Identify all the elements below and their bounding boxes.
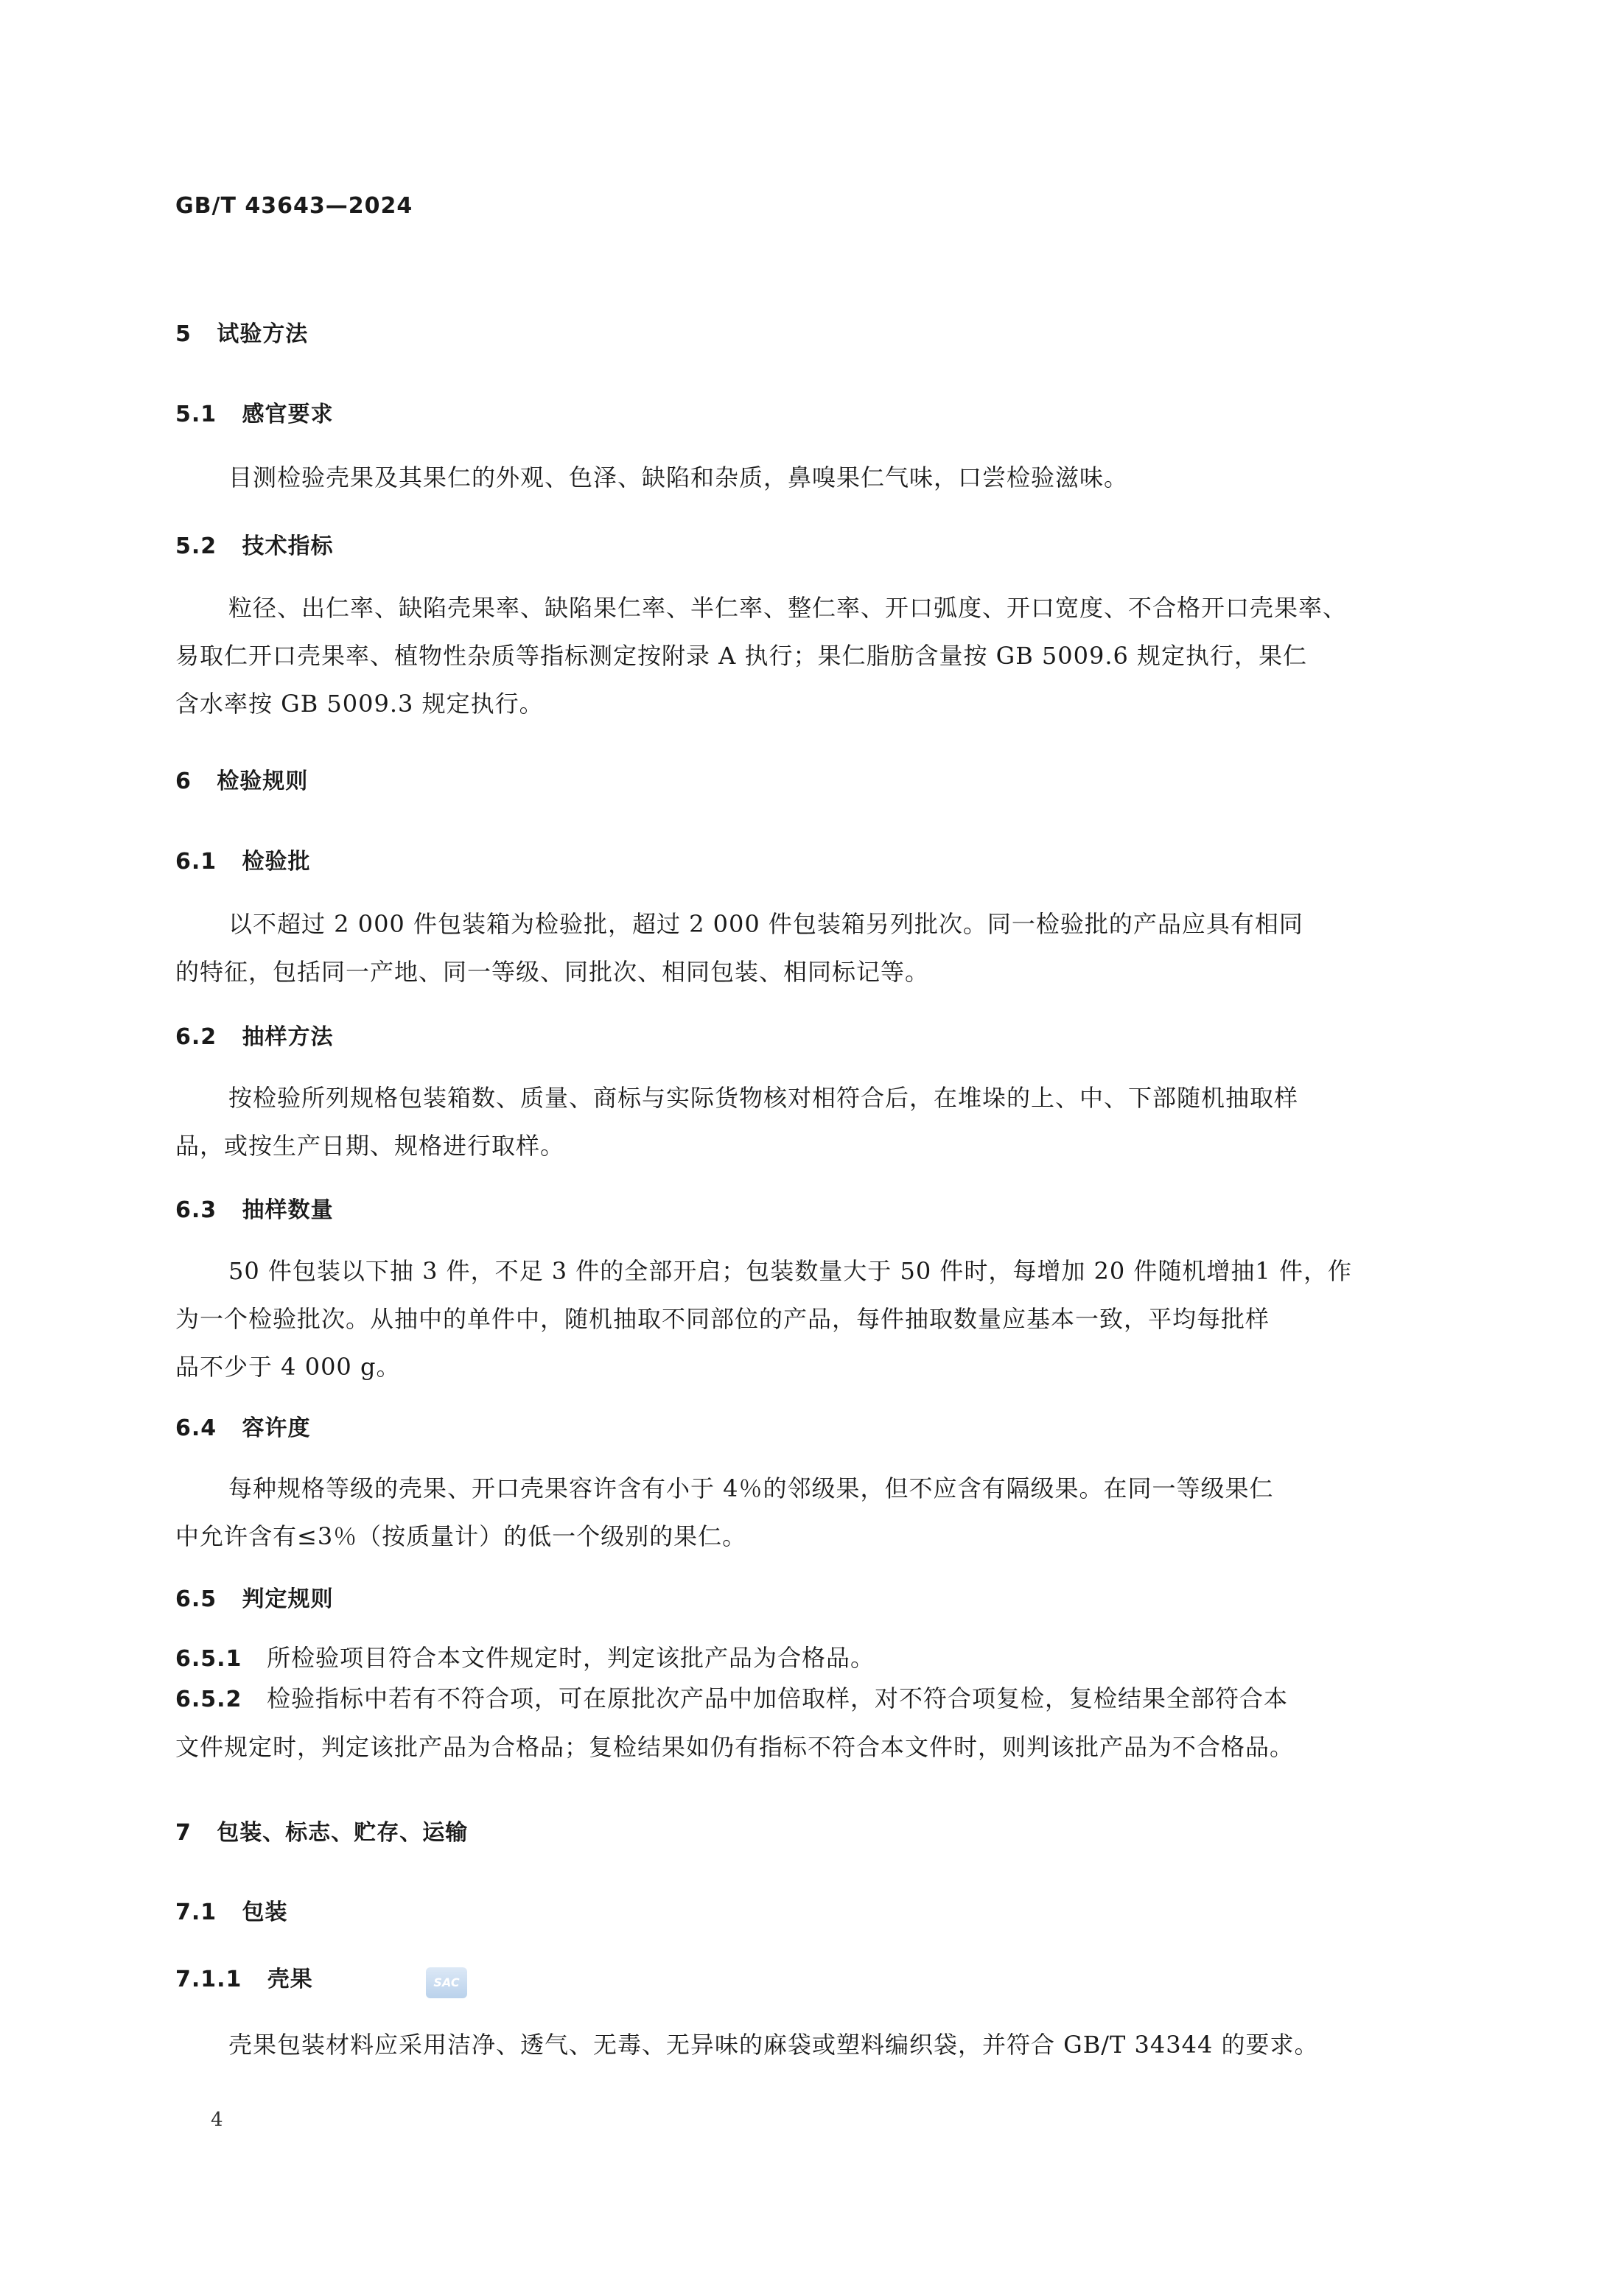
section-title: 容许度 bbox=[242, 1415, 311, 1441]
sac-watermark-logo bbox=[426, 1967, 467, 1998]
section-number: 6.1 bbox=[175, 849, 217, 875]
section-title: 技术指标 bbox=[242, 533, 334, 559]
section-number: 5.2 bbox=[175, 533, 217, 559]
clause-text: 检验指标中若有不符合项，可在原批次产品中加倍取样，对不符合项复检，复检结果全部符合本 bbox=[266, 1684, 1288, 1712]
section-5-2-paragraph bbox=[175, 584, 1450, 728]
page-number: 4 bbox=[211, 2109, 223, 2131]
paragraph-line: 按检验所列规格包装箱数、质量、商标与实际货物核对相符合后，在堆垛的上、中、下部随机抽取样 bbox=[228, 1084, 1299, 1112]
section-number: 7.1 bbox=[175, 1900, 217, 1925]
section-6-1-heading bbox=[175, 843, 311, 875]
section-7-heading bbox=[175, 1814, 468, 1846]
watermark-text: SAC bbox=[433, 1975, 460, 1989]
section-6-5-heading bbox=[175, 1580, 334, 1613]
section-7-1-1-paragraph bbox=[175, 2021, 1450, 2069]
paragraph-line: 含水率按 GB 5009.3 规定执行。 bbox=[175, 690, 544, 718]
paragraph-line: 每种规格等级的壳果、开口壳果容许含有小于 4％的邻级果，但不应含有隔级果。在同一等级果仁 bbox=[228, 1474, 1274, 1502]
section-6-5-2-clause bbox=[175, 1675, 1450, 1771]
section-5-1-heading bbox=[175, 396, 334, 428]
section-number: 6.2 bbox=[175, 1024, 217, 1050]
section-6-1-paragraph bbox=[175, 900, 1450, 996]
clause-number: 6.5.2 bbox=[175, 1687, 242, 1712]
section-title: 包装、标志、贮存、运输 bbox=[217, 1820, 469, 1846]
section-number: 6.5 bbox=[175, 1586, 217, 1612]
document-id: GB/T 43643—2024 bbox=[175, 193, 413, 219]
section-title: 试验方法 bbox=[217, 321, 309, 347]
paragraph-line: 粒径、出仁率、缺陷壳果率、缺陷果仁率、半仁率、整仁率、开口弧度、开口宽度、不合格开口壳果率、 bbox=[228, 594, 1348, 622]
paragraph-line: 目测检验壳果及其果仁的外观、色泽、缺陷和杂质，鼻嗅果仁气味，口尝检验滋味。 bbox=[228, 463, 1129, 491]
section-6-4-heading bbox=[175, 1410, 311, 1442]
paragraph-line: 的特征，包括同一产地、同一等级、同批次、相同包装、相同标记等。 bbox=[175, 958, 930, 986]
paragraph-line: 50 件包装以下抽 3 件，不足 3 件的全部开启；包装数量大于 50 件时，每增加 20 件随机增抽1 件，作 bbox=[228, 1257, 1352, 1285]
section-title: 感官要求 bbox=[242, 402, 334, 427]
section-7-1-heading bbox=[175, 1894, 288, 1926]
clause-line: 文件规定时，判定该批产品为合格品；复检结果如仍有指标不符合本文件时，则判该批产品为不合格品。 bbox=[175, 1733, 1295, 1761]
section-7-1-1-heading bbox=[175, 1961, 313, 1993]
section-5-heading bbox=[175, 315, 308, 348]
section-6-4-paragraph bbox=[175, 1465, 1450, 1561]
paragraph-line: 易取仁开口壳果率、植物性杂质等指标测定按附录 A 执行；果仁脂肪含量按 GB 5009.6 规定执行，果仁 bbox=[175, 642, 1308, 670]
section-number: 6.4 bbox=[175, 1415, 217, 1441]
section-title: 包装 bbox=[242, 1900, 288, 1925]
clause-number: 6.5.1 bbox=[175, 1646, 242, 1672]
paragraph-line: 品，或按生产日期、规格进行取样。 bbox=[175, 1132, 565, 1160]
section-title: 抽样方法 bbox=[242, 1024, 334, 1050]
section-title: 检验规则 bbox=[217, 769, 309, 794]
section-5-2-heading bbox=[175, 528, 334, 560]
section-title: 壳果 bbox=[267, 1967, 313, 1992]
paragraph-line: 壳果包装材料应采用洁净、透气、无毒、无异味的麻袋或塑料编织袋，并符合 GB/T 34344 的要求。 bbox=[228, 2031, 1319, 2059]
section-6-3-paragraph bbox=[175, 1247, 1450, 1391]
section-title: 检验批 bbox=[242, 849, 311, 875]
section-6-2-heading bbox=[175, 1018, 334, 1051]
section-6-3-heading bbox=[175, 1191, 334, 1224]
section-5-1-paragraph bbox=[175, 454, 1450, 502]
paragraph-line: 以不超过 2 000 件包装箱为检验批，超过 2 000 件包装箱另列批次。同一检验批的产品应具有相同 bbox=[228, 910, 1303, 938]
section-title: 抽样数量 bbox=[242, 1197, 334, 1223]
section-6-heading bbox=[175, 763, 308, 795]
section-6-2-paragraph bbox=[175, 1074, 1450, 1170]
clause-text: 所检验项目符合本文件规定时，判定该批产品为合格品。 bbox=[266, 1644, 875, 1672]
section-number: 6 bbox=[175, 769, 192, 794]
paragraph-line: 品不少于 4 000 g。 bbox=[175, 1353, 401, 1381]
paragraph-line: 中允许含有≤3％（按质量计）的低一个级别的果仁。 bbox=[175, 1522, 747, 1550]
paragraph-line: 为一个检验批次。从抽中的单件中，随机抽取不同部位的产品，每件抽取数量应基本一致，平均每批样 bbox=[175, 1305, 1270, 1333]
section-number: 6.3 bbox=[175, 1197, 217, 1223]
section-number: 7 bbox=[175, 1820, 192, 1846]
clause-line bbox=[175, 1675, 1450, 1723]
section-number: 5 bbox=[175, 321, 192, 347]
section-title: 判定规则 bbox=[242, 1586, 334, 1612]
section-number: 7.1.1 bbox=[175, 1967, 242, 1992]
section-number: 5.1 bbox=[175, 402, 217, 427]
